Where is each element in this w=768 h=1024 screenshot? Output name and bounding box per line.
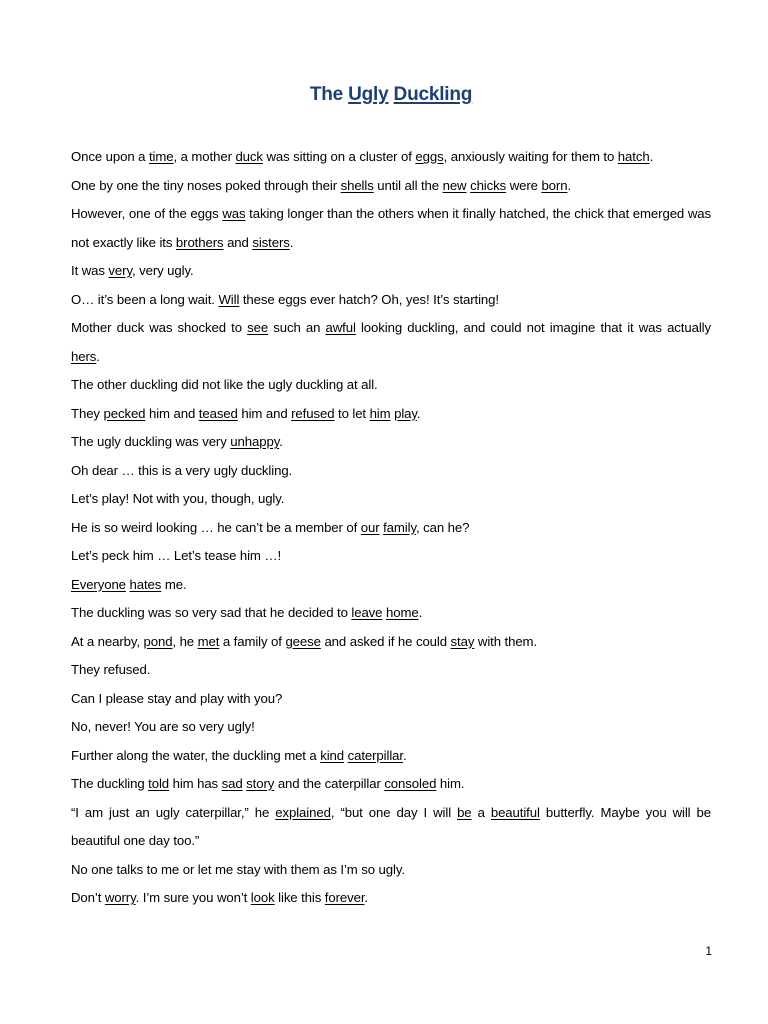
underlined-word: told [148,776,170,791]
text-run: The duckling was so very sad that he decided to [71,605,352,620]
underlined-word: duck [235,149,263,164]
underlined-word: our [360,519,380,535]
text-run: Further along the water, the duckling met a [71,747,321,763]
paragraph [71,257,711,286]
underlined-word: worry [104,890,136,905]
text-run: Mother duck was shocked to [71,320,248,335]
underlined-word: shells [340,177,374,193]
text-run: and asked if he could [320,633,451,649]
text-run: The duckling [71,776,149,791]
underlined-word: stay [450,633,475,649]
text-run: Let’s play! Not with you, though, ugly. [71,491,285,506]
paragraph [71,713,711,742]
underlined-word: see [247,320,269,335]
underlined-word: Duckling [393,84,473,105]
paragraph [71,428,711,457]
underlined-word: Everyone [71,576,126,592]
text-run: him and [237,405,292,421]
underlined-word: hatch [617,149,650,164]
text-run: At a nearby, [71,633,144,649]
paragraph [71,371,711,400]
paragraph [71,314,711,371]
underlined-word: home [385,605,419,620]
paragraph [71,286,711,315]
text-run: They refused. [71,662,151,677]
text-run: O… it’s been a long wait. [71,291,219,307]
underlined-word: awful [325,320,356,335]
underlined-word: caterpillar [347,747,403,763]
underlined-word: unhappy [230,434,280,449]
text-run: The ugly duckling was very [71,434,231,449]
text-run: , he [172,633,198,649]
text-run: and the caterpillar [274,776,385,791]
text-run: , anxiously waiting for them to [443,149,618,164]
paragraph [71,143,711,172]
text-run: The other duckling did not like the ugly duckling at all. [71,377,378,392]
document-title [0,84,768,106]
text-run: Let’s peck him … Let’s tease him …! [71,548,282,563]
text-run: No, never! You are so very ugly! [71,719,255,734]
underlined-word: sisters [252,234,290,250]
underlined-word: pecked [103,405,146,421]
paragraph [71,400,711,429]
text-run: No one talks to me or let me stay with them as I’m so ugly. [71,861,405,877]
text-run: and [223,234,253,250]
text-run: . I’m sure you won’t [135,890,251,905]
underlined-word: Will [218,291,240,307]
text-run: , “but one day I will [330,804,458,820]
paragraph [71,799,711,856]
text-run: Once upon a [71,149,149,164]
underlined-word: consoled [384,776,437,791]
text-run: , can he? [415,519,470,535]
paragraph [71,514,711,543]
text-run: with them. [474,633,538,649]
underlined-word: forever [324,890,365,905]
underlined-word: geese [285,633,321,649]
text-run: until all the [373,177,443,193]
text-run: They [71,405,104,421]
text-run: . [416,405,421,421]
underlined-word: kind [320,747,345,763]
text-run: , very ugly. [131,263,194,278]
text-run: were [506,177,542,193]
underlined-word: was [222,206,246,221]
underlined-word: beautiful [490,804,540,820]
text-run: was sitting on a cluster of [262,149,416,164]
paragraph [71,884,711,913]
paragraph [71,485,711,514]
underlined-word: very [108,263,132,278]
underlined-word: teased [198,405,238,421]
paragraph [71,200,711,257]
paragraph [71,571,711,600]
text-run: . [289,234,294,250]
text-run: him has [169,776,222,791]
text-run: . [649,149,654,164]
page-number: 1 [705,944,712,958]
text-run: him. [436,776,465,791]
text-run: like this [274,890,325,905]
text-run: . [96,348,100,364]
paragraph [71,628,711,657]
text-run: One by one the tiny noses poked through their [71,177,341,193]
underlined-word: family [383,519,416,535]
text-run: It was [71,263,109,278]
text-run: him and [145,405,199,421]
underlined-word: met [197,633,220,649]
text-run: Can I please stay and play with you? [71,690,283,706]
text-run: “I am just an ugly caterpillar,” he [71,804,276,820]
paragraph [71,770,711,799]
underlined-word: sad [221,776,243,791]
underlined-word: born [541,177,568,193]
text-run: a family of [219,633,286,649]
underlined-word: refused [291,405,335,421]
paragraph [71,599,711,628]
underlined-word: leave [351,605,383,620]
text-run: . [279,434,283,449]
underlined-word: chicks [470,177,507,193]
text-run: Don’t [71,890,105,905]
underlined-word: story [246,776,275,791]
text-run: He is so weird looking … he can’t be a member of [71,519,361,535]
underlined-word: be [457,804,472,820]
document-body [71,143,711,913]
paragraph [71,172,711,201]
paragraph [71,542,711,571]
underlined-word: Ugly [348,84,389,105]
text-run: taking longer than the others when it finally hatched, the chick that emerged was not exactly like its [71,206,711,250]
underlined-word: explained [275,804,331,820]
text-run: looking duckling, and could not imagine that it was actually [355,320,711,335]
underlined-word: pond [143,633,173,649]
underlined-word: look [250,890,275,905]
text-run: . [567,177,572,193]
text-run: Oh dear … this is a very ugly duckling. [71,462,293,478]
underlined-word: play [394,405,417,421]
text-run: However, one of the eggs [71,206,223,221]
text-run: to let [334,405,370,421]
underlined-word: new [442,177,467,193]
text-run: a [471,804,491,820]
paragraph [71,856,711,885]
underlined-word: brothers [175,234,224,250]
text-run: , a mother [173,149,236,164]
paragraph [71,457,711,486]
underlined-word: hates [129,576,162,592]
paragraph [71,685,711,714]
underlined-word: him [369,405,391,421]
text-run: butterfly. Maybe you will be beautiful one day too.” [71,804,711,848]
text-run: . [402,747,407,763]
text-run: these eggs ever hatch? Oh, yes! It’s starting! [239,291,499,307]
text-run: me. [161,576,187,592]
paragraph [71,656,711,685]
text-run: . [418,605,423,620]
underlined-word: hers [71,348,97,364]
text-run: such an [268,320,326,335]
text-run: . [364,890,368,905]
underlined-word: eggs [415,149,444,164]
underlined-word: time [148,149,174,164]
text-run: The [309,84,349,105]
paragraph [71,742,711,771]
